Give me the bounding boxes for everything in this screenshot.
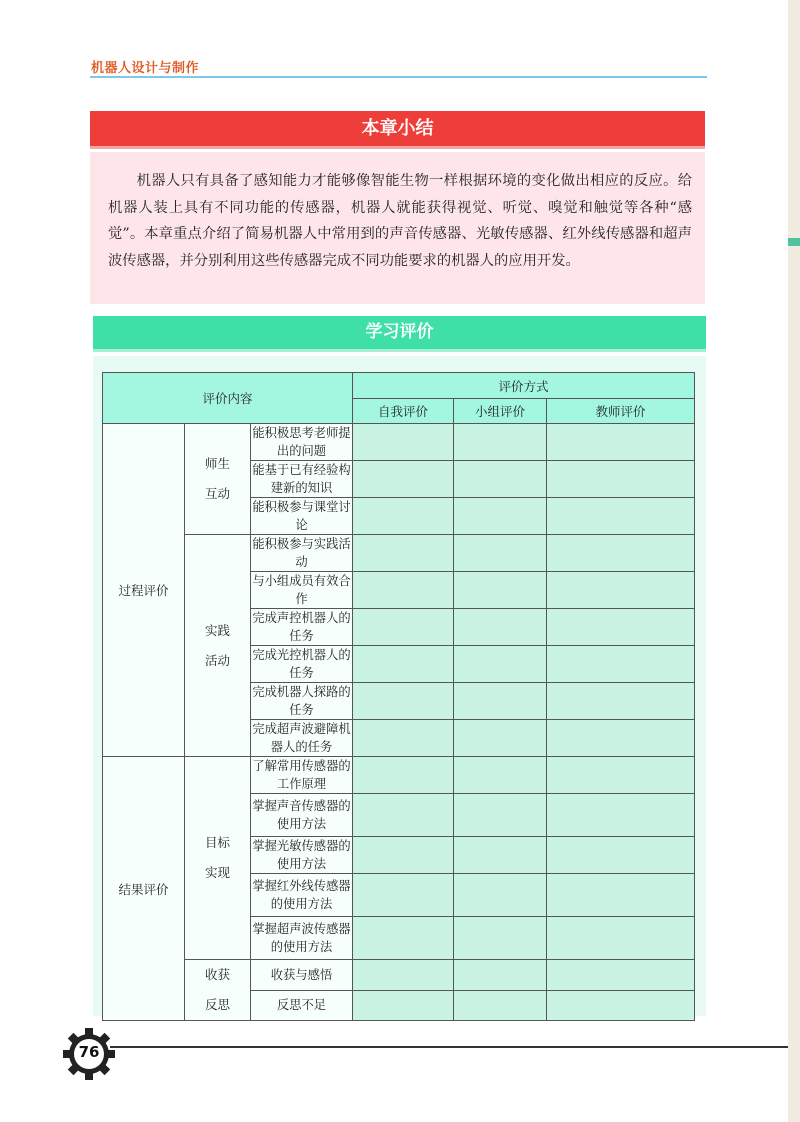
page-edge-strip bbox=[788, 0, 800, 1122]
teacher-eval-cell[interactable] bbox=[547, 498, 695, 535]
criterion: 反思不足 bbox=[251, 990, 353, 1021]
group-eval-cell[interactable] bbox=[454, 720, 547, 757]
header-content: 评价内容 bbox=[103, 373, 353, 424]
criterion: 与小组成员有效合作 bbox=[251, 572, 353, 609]
process-evaluation-label: 过程评价 bbox=[103, 424, 185, 757]
self-eval-cell[interactable] bbox=[353, 683, 454, 720]
teacher-eval-cell[interactable] bbox=[547, 757, 695, 794]
teacher-eval-cell[interactable] bbox=[547, 917, 695, 960]
self-eval-cell[interactable] bbox=[353, 535, 454, 572]
self-eval-cell[interactable] bbox=[353, 572, 454, 609]
self-eval-cell[interactable] bbox=[353, 424, 454, 461]
evaluation-title: 学习评价 bbox=[93, 316, 706, 349]
criterion: 掌握超声波传感器的使用方法 bbox=[251, 917, 353, 960]
group-eval-cell[interactable] bbox=[454, 609, 547, 646]
criterion: 掌握红外线传感器的使用方法 bbox=[251, 874, 353, 917]
page-number: 76 bbox=[78, 1043, 100, 1061]
group-eval-cell[interactable] bbox=[454, 794, 547, 837]
group-eval-cell[interactable] bbox=[454, 874, 547, 917]
teacher-eval-cell[interactable] bbox=[547, 424, 695, 461]
criterion: 能积极思考老师提出的问题 bbox=[251, 424, 353, 461]
criterion: 了解常用传感器的工作原理 bbox=[251, 757, 353, 794]
teacher-eval-cell[interactable] bbox=[547, 646, 695, 683]
self-eval-cell[interactable] bbox=[353, 720, 454, 757]
teacher-eval-cell[interactable] bbox=[547, 461, 695, 498]
criterion: 能积极参与实践活动 bbox=[251, 535, 353, 572]
teacher-eval-cell[interactable] bbox=[547, 837, 695, 874]
group-eval-cell[interactable] bbox=[454, 646, 547, 683]
reflection-label: 收获 反思 bbox=[185, 960, 251, 1021]
self-eval-cell[interactable] bbox=[353, 498, 454, 535]
self-eval-cell[interactable] bbox=[353, 794, 454, 837]
self-eval-cell[interactable] bbox=[353, 874, 454, 917]
teacher-eval-cell[interactable] bbox=[547, 683, 695, 720]
criterion: 完成机器人探路的任务 bbox=[251, 683, 353, 720]
self-eval-cell[interactable] bbox=[353, 990, 454, 1021]
group-eval-cell[interactable] bbox=[454, 424, 547, 461]
group-eval-cell[interactable] bbox=[454, 757, 547, 794]
header-method: 评价方式 bbox=[353, 373, 695, 399]
header-self: 自我评价 bbox=[353, 399, 454, 424]
teacher-eval-cell[interactable] bbox=[547, 990, 695, 1021]
header-rule bbox=[90, 76, 707, 78]
group-eval-cell[interactable] bbox=[454, 960, 547, 991]
practice-label: 实践 活动 bbox=[185, 535, 251, 757]
evaluation-table bbox=[102, 372, 695, 1021]
group-eval-cell[interactable] bbox=[454, 535, 547, 572]
self-eval-cell[interactable] bbox=[353, 837, 454, 874]
criterion: 完成声控机器人的任务 bbox=[251, 609, 353, 646]
running-header: 机器人设计与制作 bbox=[91, 61, 200, 76]
self-eval-cell[interactable] bbox=[353, 757, 454, 794]
group-eval-cell[interactable] bbox=[454, 572, 547, 609]
criterion: 掌握声音传感器的使用方法 bbox=[251, 794, 353, 837]
teacher-eval-cell[interactable] bbox=[547, 609, 695, 646]
group-eval-cell[interactable] bbox=[454, 990, 547, 1021]
criterion: 完成超声波避障机器人的任务 bbox=[251, 720, 353, 757]
self-eval-cell[interactable] bbox=[353, 960, 454, 991]
header-teacher: 教师评价 bbox=[547, 399, 695, 424]
group-eval-cell[interactable] bbox=[454, 683, 547, 720]
goals-label: 目标 实现 bbox=[185, 757, 251, 960]
summary-text: 机器人只有具备了感知能力才能够像智能生物一样根据环境的变化做出相应的反应。给机器人装上具有不同功能的传感器，机器人就能获得视觉、听觉、嗅觉和触觉等各种“感觉”。本章重点介绍了简易机器人中常用到的声音传感器、光敏传感器、红外线传感器和超声波传感器，并分别利用这些传感器完成不同功能要求的机器人的应用开发。 bbox=[108, 173, 692, 269]
teacher-eval-cell[interactable] bbox=[547, 720, 695, 757]
group-eval-cell[interactable] bbox=[454, 461, 547, 498]
footer-rule bbox=[110, 1046, 788, 1048]
chapter-tab-marker bbox=[788, 238, 800, 246]
self-eval-cell[interactable] bbox=[353, 917, 454, 960]
summary-title: 本章小结 bbox=[90, 111, 705, 146]
teacher-eval-cell[interactable] bbox=[547, 874, 695, 917]
teacher-eval-cell[interactable] bbox=[547, 794, 695, 837]
criterion: 完成光控机器人的任务 bbox=[251, 646, 353, 683]
self-eval-cell[interactable] bbox=[353, 609, 454, 646]
result-evaluation-label: 结果评价 bbox=[103, 757, 185, 1021]
criterion: 能积极参与课堂讨论 bbox=[251, 498, 353, 535]
group-eval-cell[interactable] bbox=[454, 837, 547, 874]
teacher-eval-cell[interactable] bbox=[547, 535, 695, 572]
group-eval-cell[interactable] bbox=[454, 917, 547, 960]
group-eval-cell[interactable] bbox=[454, 498, 547, 535]
teacher-eval-cell[interactable] bbox=[547, 572, 695, 609]
header-group: 小组评价 bbox=[454, 399, 547, 424]
criterion: 能基于已有经验构建新的知识 bbox=[251, 461, 353, 498]
self-eval-cell[interactable] bbox=[353, 646, 454, 683]
teacher-eval-cell[interactable] bbox=[547, 960, 695, 991]
criterion: 掌握光敏传感器的使用方法 bbox=[251, 837, 353, 874]
criterion: 收获与感悟 bbox=[251, 960, 353, 991]
interaction-label: 师生 互动 bbox=[185, 424, 251, 535]
self-eval-cell[interactable] bbox=[353, 461, 454, 498]
